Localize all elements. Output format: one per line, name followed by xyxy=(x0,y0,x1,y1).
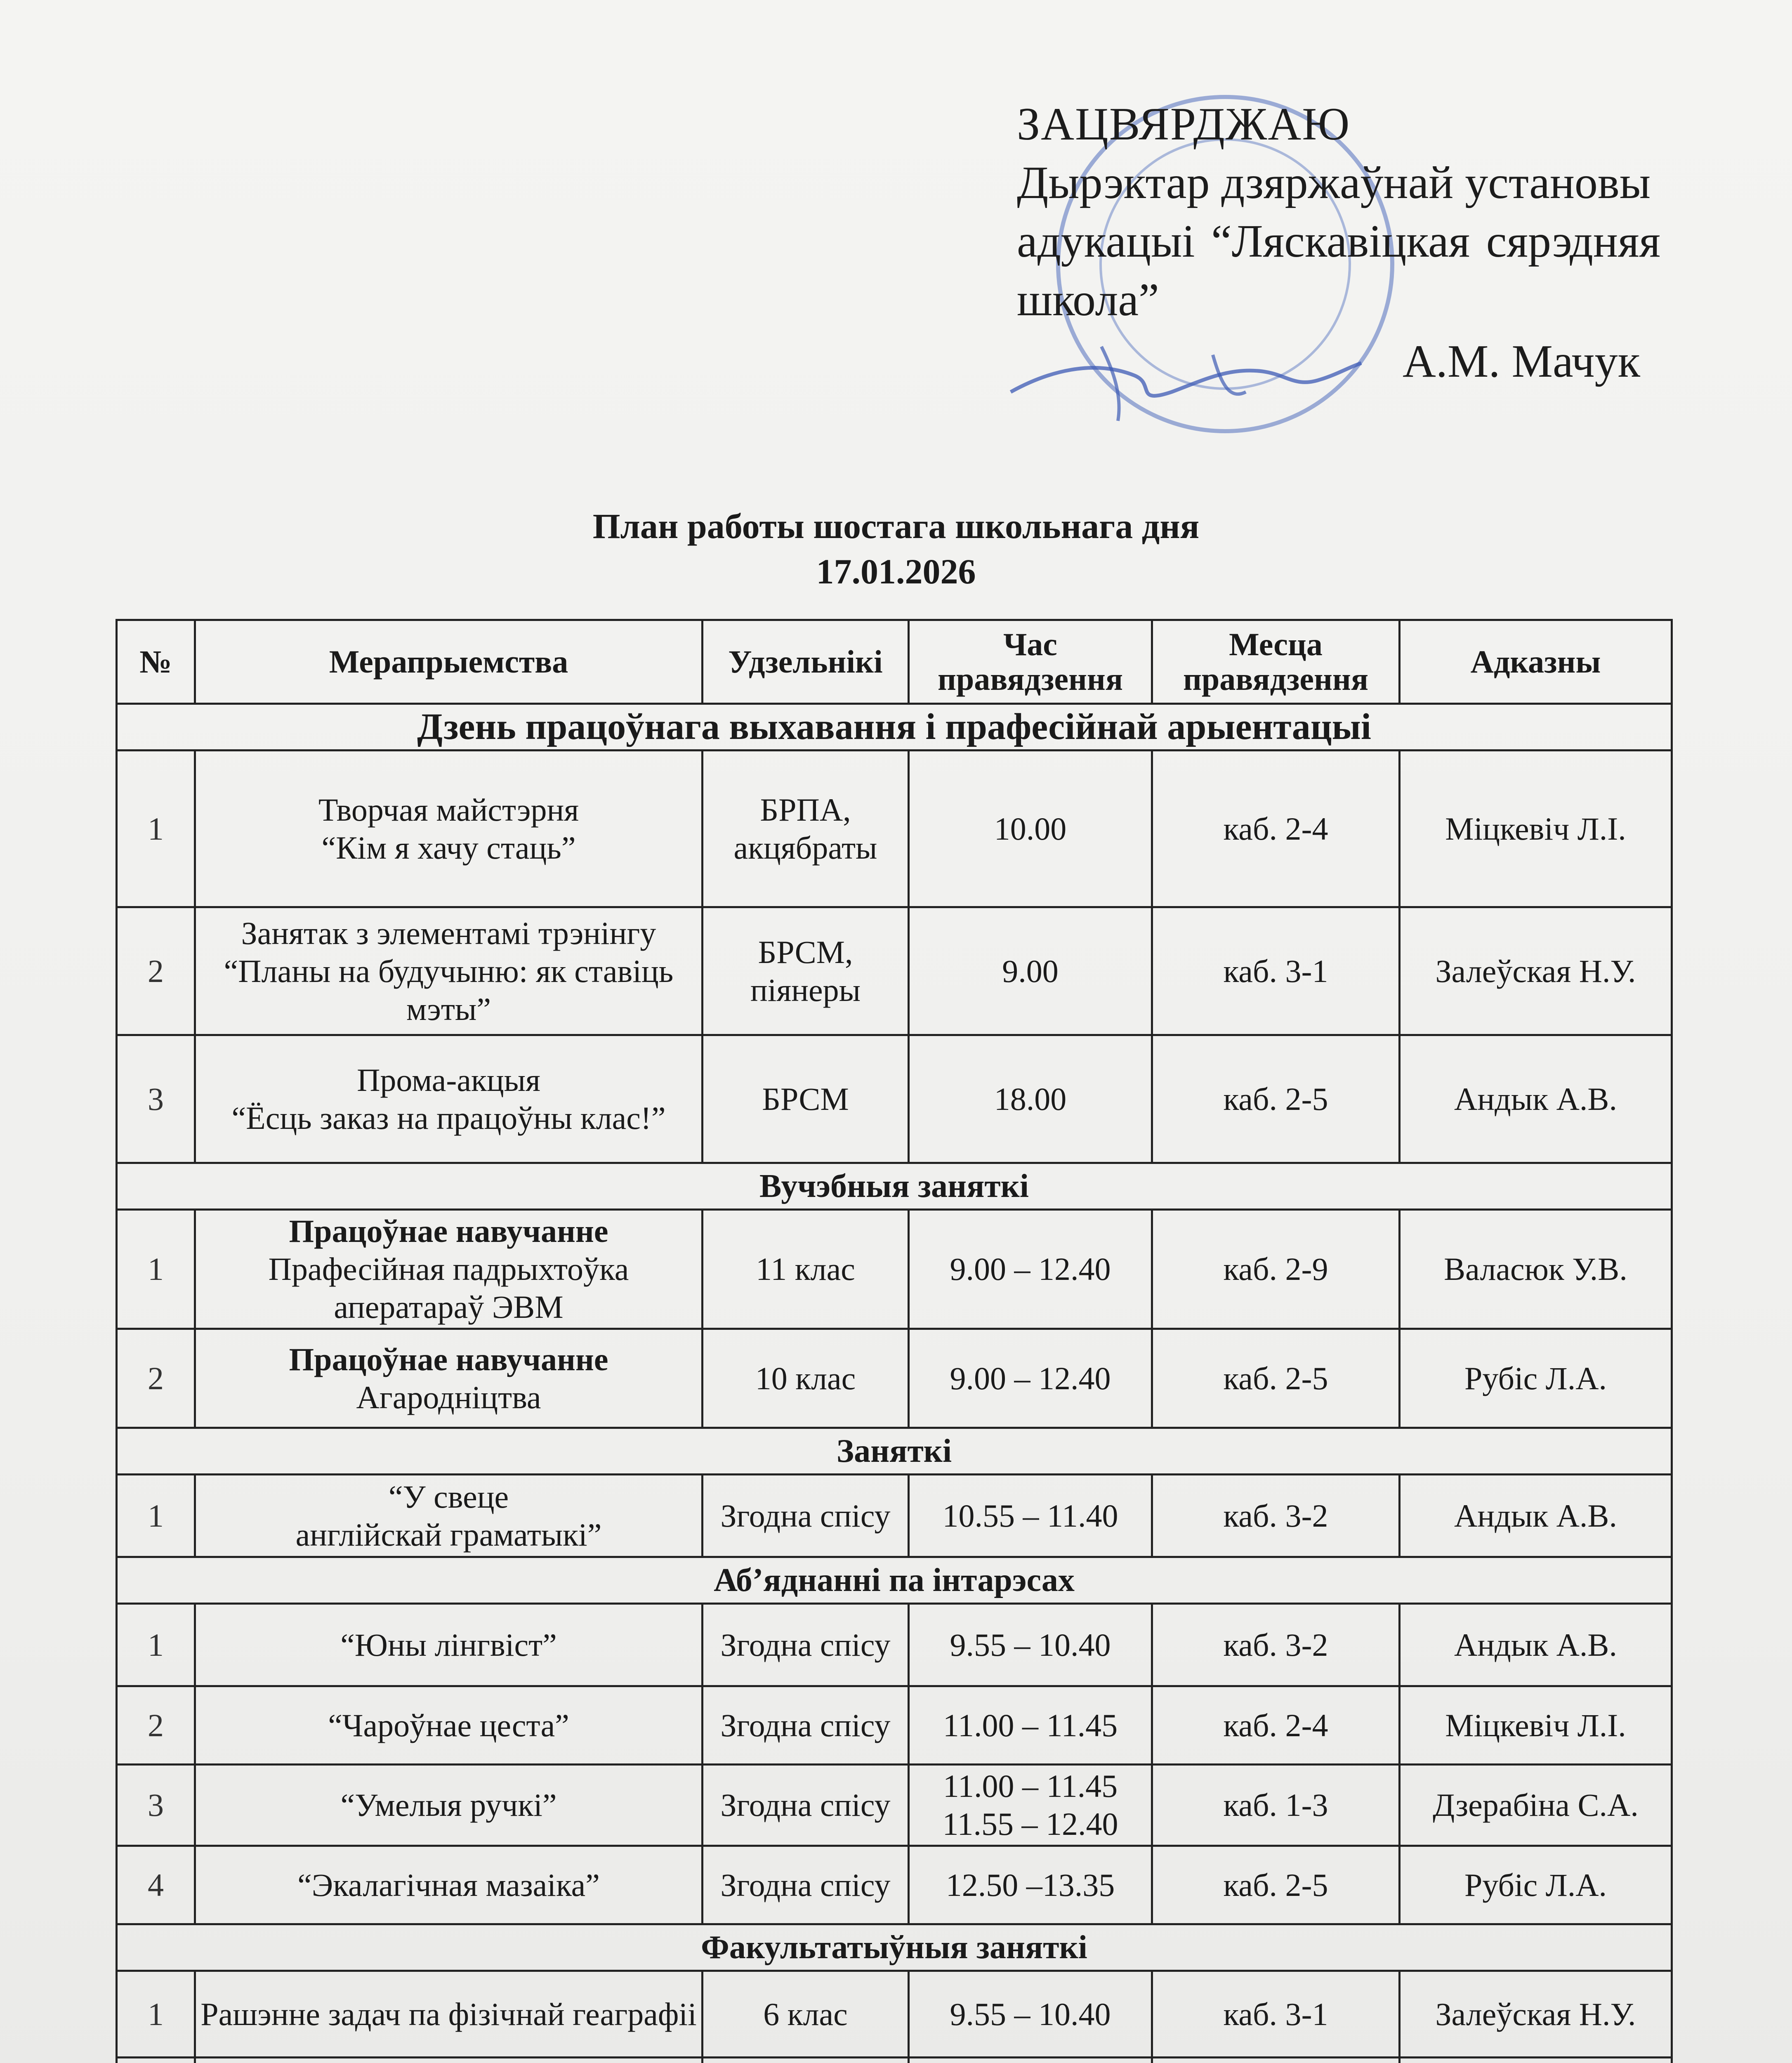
table-header-row xyxy=(117,620,1672,704)
document-date: 17.01.2026 xyxy=(816,552,976,591)
row-number: 1 xyxy=(117,1210,195,1329)
table-row xyxy=(117,1846,1672,1924)
header-number: № xyxy=(117,620,195,704)
table-row xyxy=(117,1329,1672,1428)
row-number: 1 xyxy=(117,1604,195,1686)
place-cell: каб. 2-5 xyxy=(1152,1035,1400,1163)
approval-title: ЗАЦВЯРДЖАЮ xyxy=(1017,99,1351,150)
time-cell xyxy=(909,2058,1152,2063)
time-cell: 9.00 xyxy=(909,907,1152,1035)
table-row xyxy=(117,2058,1672,2063)
event-cell xyxy=(195,751,703,907)
responsible-cell: Залеўская Н.У. xyxy=(1400,907,1672,1035)
event-text: “Юны лінгвіст” xyxy=(340,1626,557,1663)
header-place: Месца правядзення xyxy=(1152,620,1400,704)
time-cell: 9.55 – 10.40 xyxy=(909,1604,1152,1686)
responsible-cell: Андык А.В. xyxy=(1400,1035,1672,1163)
event-cell xyxy=(195,1035,703,1163)
participants-cell: БРСМ xyxy=(703,1035,909,1163)
responsible-cell: Андык А.В. xyxy=(1400,1604,1672,1686)
section-title: Вучэбныя заняткі xyxy=(117,1163,1672,1210)
table-row xyxy=(117,751,1672,907)
row-number: 1 xyxy=(117,1475,195,1557)
event-cell xyxy=(195,1475,703,1557)
time-cell: 9.00 – 12.40 xyxy=(909,1329,1152,1428)
approval-block xyxy=(1017,95,1660,387)
responsible-cell xyxy=(1400,2058,1672,2063)
event-cell xyxy=(195,1686,703,1765)
place-cell: каб. 2-5 xyxy=(1152,1846,1400,1924)
time-cell: 11.00 – 11.45 xyxy=(909,1686,1152,1765)
event-cell xyxy=(195,1765,703,1846)
approval-line-3: школа” xyxy=(1017,274,1159,326)
responsible-cell: Андык А.В. xyxy=(1400,1475,1672,1557)
section-title: Аб’яднанні па інтарэсах xyxy=(117,1557,1672,1604)
event-cell xyxy=(195,2058,703,2063)
participants-cell: Згодна спісу xyxy=(703,1686,909,1765)
participants-cell: 6 клас xyxy=(703,1971,909,2058)
time-cell: 10.55 – 11.40 xyxy=(909,1475,1152,1557)
director-name: А.М. Мачук xyxy=(1403,336,1641,387)
section-row xyxy=(117,704,1672,751)
responsible-cell: Дзерабіна С.А. xyxy=(1400,1765,1672,1846)
place-cell: каб. 2-5 xyxy=(1152,1329,1400,1428)
event-type: Працоўнае навучанне xyxy=(289,1341,608,1377)
section-title: Заняткі xyxy=(117,1428,1672,1475)
participants-cell: Згодна спісу xyxy=(703,1765,909,1846)
header-participants: Удзельнікі xyxy=(703,620,909,704)
event-text: Агароднiцтва xyxy=(356,1379,541,1415)
section-row xyxy=(117,1428,1672,1475)
header-event: Мерапрыемства xyxy=(195,620,703,704)
signature xyxy=(998,322,1370,446)
table-row xyxy=(117,1971,1672,2058)
event-text: “Экалагічная мазаіка” xyxy=(297,1867,600,1903)
table-row xyxy=(117,1765,1672,1846)
responsible-cell: Рубіс Л.А. xyxy=(1400,1846,1672,1924)
approval-line-1: Дырэктар дзяржаўнай установы xyxy=(1017,157,1651,208)
event-cell xyxy=(195,1329,703,1428)
row-number: 1 xyxy=(117,751,195,907)
participants-cell: БРПА, акцябраты xyxy=(703,751,909,907)
header-time: Час правядзення xyxy=(909,620,1152,704)
participants-cell: БРСМ, піянеры xyxy=(703,907,909,1035)
time-cell: 9.00 – 12.40 xyxy=(909,1210,1152,1329)
section-title: Дзень працоўнага выхавання і прафесійнай арыентацыі xyxy=(117,704,1672,751)
header-responsible: Адказны xyxy=(1400,620,1672,704)
participants-cell: 10 клас xyxy=(703,1329,909,1428)
participants-cell xyxy=(703,2058,909,2063)
responsible-cell: Міцкевіч Л.І. xyxy=(1400,751,1672,907)
participants-cell: Згодна спісу xyxy=(703,1475,909,1557)
event-text: “Умелыя ручкі” xyxy=(340,1787,557,1823)
event-cell xyxy=(195,1971,703,2058)
event-text: Занятак з элементамі трэнінгу xyxy=(241,915,656,951)
event-cell xyxy=(195,907,703,1035)
place-cell xyxy=(1152,2058,1400,2063)
event-text: “Чароўнае цеста” xyxy=(328,1707,569,1743)
table-row xyxy=(117,907,1672,1035)
event-text: Прафесійная падрыхтоўка аператараў ЭВМ xyxy=(268,1251,629,1325)
event-text: “У свеце xyxy=(388,1478,509,1515)
row-number xyxy=(117,2058,195,2063)
time-cell: 12.50 –13.35 xyxy=(909,1846,1152,1924)
responsible-cell: Залеўская Н.У. xyxy=(1400,1971,1672,2058)
event-text: Прома-акцыя xyxy=(357,1062,540,1098)
place-cell: каб. 2-9 xyxy=(1152,1210,1400,1329)
table-row xyxy=(117,1035,1672,1163)
event-text: Рашэнне задач па фізічнай геаграфіі xyxy=(200,1996,697,2032)
row-number: 4 xyxy=(117,1846,195,1924)
time-cell: 10.00 xyxy=(909,751,1152,907)
event-cell xyxy=(195,1846,703,1924)
responsible-cell: Рубіс Л.А. xyxy=(1400,1329,1672,1428)
document-title: План работы шостага школьнага дня xyxy=(592,506,1200,546)
participants-cell: Згодна спісу xyxy=(703,1846,909,1924)
place-cell: каб. 3-2 xyxy=(1152,1475,1400,1557)
table-row xyxy=(117,1686,1672,1765)
time-cell: 11.00 – 11.45 11.55 – 12.40 xyxy=(909,1765,1152,1846)
plan-table xyxy=(116,619,1673,2063)
responsible-cell: Валасюк У.В. xyxy=(1400,1210,1672,1329)
place-cell: каб. 3-2 xyxy=(1152,1604,1400,1686)
place-cell: каб. 3-1 xyxy=(1152,1971,1400,2058)
event-text: “Планы на будучыню: як ставіць мэты” xyxy=(224,953,674,1027)
place-cell: каб. 1-3 xyxy=(1152,1765,1400,1846)
section-title: Факультатыўныя заняткі xyxy=(117,1924,1672,1971)
event-cell xyxy=(195,1604,703,1686)
event-text: Творчая майстэрня xyxy=(318,791,579,828)
row-number: 3 xyxy=(117,1035,195,1163)
section-row xyxy=(117,1557,1672,1604)
approval-line-2: адукацыі “Ляскавіцкая сярэдняя xyxy=(1017,216,1660,267)
table-row xyxy=(117,1475,1672,1557)
time-cell: 18.00 xyxy=(909,1035,1152,1163)
table-row xyxy=(117,1210,1672,1329)
place-cell: каб. 3-1 xyxy=(1152,907,1400,1035)
participants-cell: 11 клас xyxy=(703,1210,909,1329)
event-text: “Ёсць заказ на працоўны клас!” xyxy=(231,1100,666,1136)
row-number: 2 xyxy=(117,907,195,1035)
table-row xyxy=(117,1604,1672,1686)
row-number: 2 xyxy=(117,1686,195,1765)
responsible-cell: Міцкевіч Л.І. xyxy=(1400,1686,1672,1765)
section-row xyxy=(117,1924,1672,1971)
participants-cell: Згодна спісу xyxy=(703,1604,909,1686)
time-cell: 9.55 – 10.40 xyxy=(909,1971,1152,2058)
place-cell: каб. 2-4 xyxy=(1152,1686,1400,1765)
row-number: 1 xyxy=(117,1971,195,2058)
event-text: “Кім я хачу стаць” xyxy=(321,829,576,866)
section-row xyxy=(117,1163,1672,1210)
place-cell: каб. 2-4 xyxy=(1152,751,1400,907)
event-cell xyxy=(195,1210,703,1329)
row-number: 2 xyxy=(117,1329,195,1428)
event-type: Працоўнае навучанне xyxy=(289,1213,608,1249)
event-text: англійскай граматыкі” xyxy=(295,1516,602,1553)
row-number: 3 xyxy=(117,1765,195,1846)
